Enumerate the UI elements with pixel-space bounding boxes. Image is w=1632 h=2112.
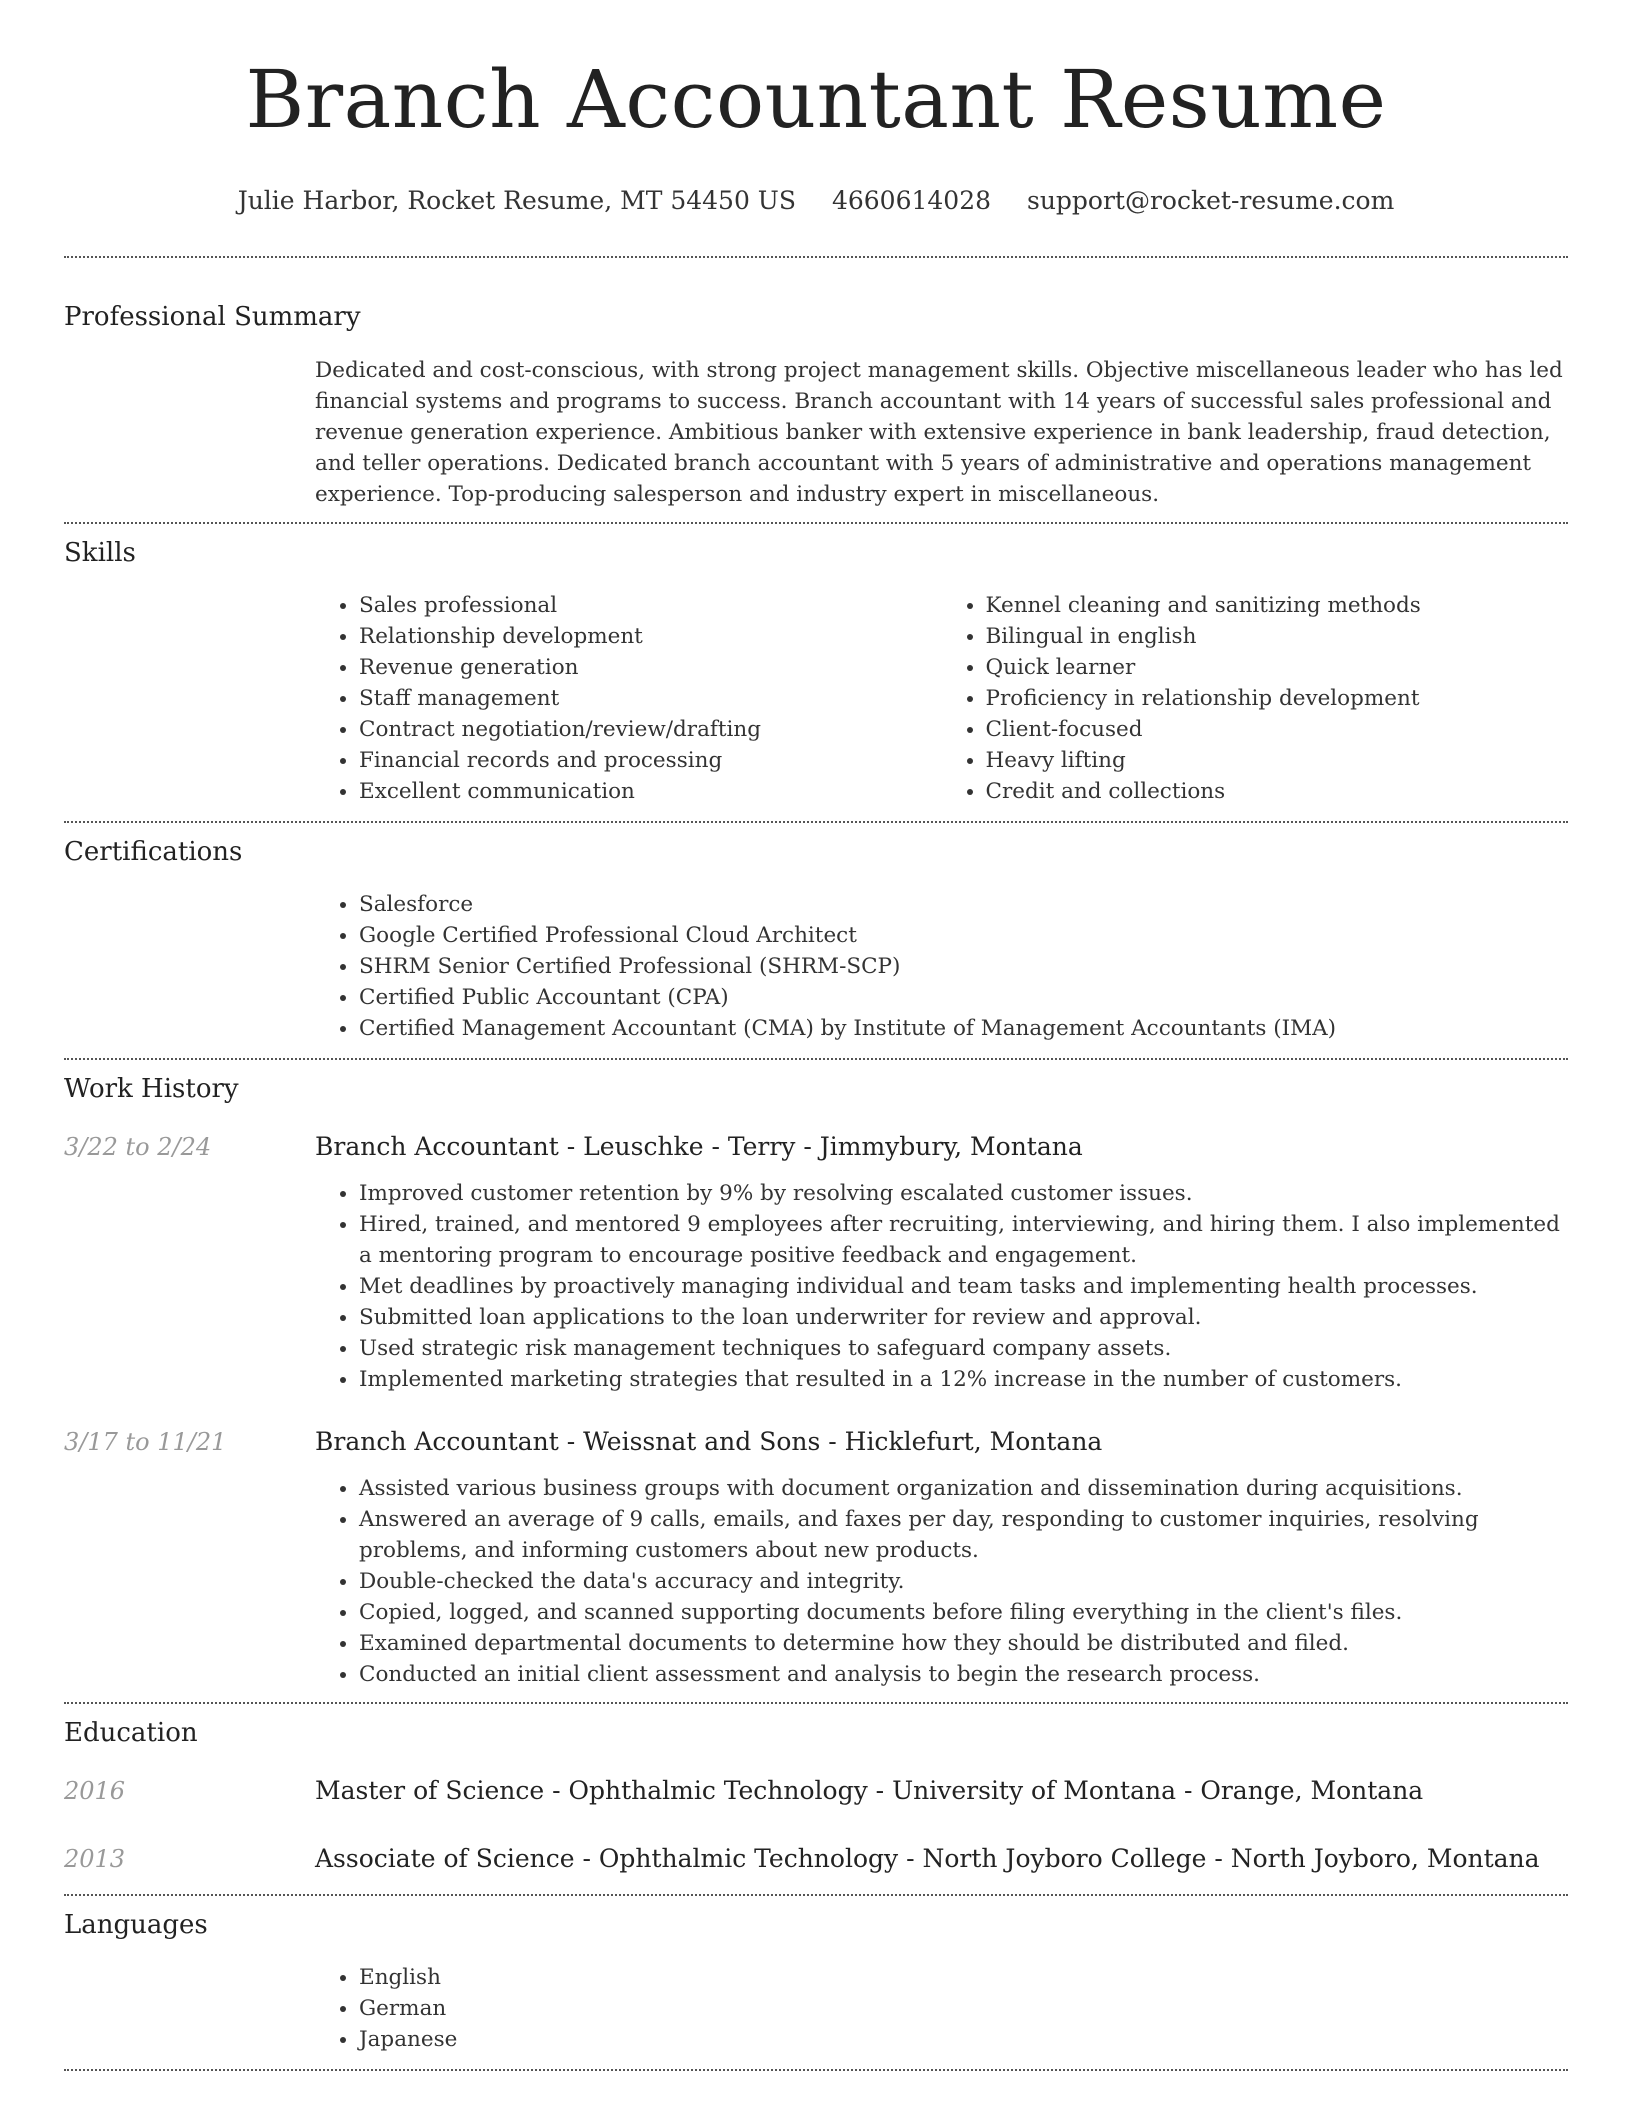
list-item: • Heavy lifting <box>986 745 1569 776</box>
list-item: • Excellent communication <box>359 776 942 807</box>
list-item: • Met deadlines by proactively managing individual and team tasks and implementing health processes. <box>359 1271 1568 1302</box>
resume-title: Branch Accountant Resume <box>245 53 1387 146</box>
job-details <box>315 1473 1568 1690</box>
list-item: • Proficiency in relationship development <box>986 683 1569 714</box>
job-details <box>315 1178 1568 1395</box>
list-item: • SHRM Senior Certified Professional (SHRM-SCP) <box>359 951 1568 982</box>
list-item: • Used strategic risk management techniques to safeguard company assets. <box>359 1333 1568 1364</box>
list-item: • Certified Management Accountant (CMA) by Institute of Management Accountants (IMA) <box>359 1013 1568 1044</box>
list-item: • Staff management <box>359 683 942 714</box>
education-entry <box>64 1774 1568 1808</box>
education-year: 2013 <box>64 1845 126 1873</box>
contact-phone: 4660614028 <box>831 186 992 215</box>
list-item: • Revenue generation <box>359 652 942 683</box>
section-heading-work-history: Work History <box>64 1074 239 1104</box>
divider <box>64 821 1568 823</box>
list-item: • Conducted an initial client assessment and analysis to begin the research process. <box>359 1659 1568 1690</box>
skills-block <box>315 590 1568 807</box>
education-entry <box>64 1842 1568 1876</box>
education-year: 2016 <box>64 1777 126 1805</box>
divider <box>64 1894 1568 1896</box>
list-item: • Credit and collections <box>986 776 1569 807</box>
section-heading-education: Education <box>64 1718 198 1748</box>
job-header <box>64 1130 1568 1164</box>
summary-text: Dedicated and cost-conscious, with strong project management skills. Objective miscellaneous leader who has led financial systems and programs to success. Branch accountant with 14 years of successful sales professional and revenue generation experience. Ambitious banker with extensive experience in bank leadership, fraud detection, and teller operations. Dedicated branch accountant with 5 years of administrative and operations management experience. Top-producing salesperson and industry expert in miscellaneous. <box>315 358 1563 507</box>
list-item: • German <box>359 1993 1568 2024</box>
job-title: Branch Accountant - Weissnat and Sons - Hicklefurt, Montana <box>315 1427 1103 1456</box>
job-header <box>64 1425 1568 1459</box>
list-item: • English <box>359 1962 1568 1993</box>
divider <box>64 1058 1568 1060</box>
education-title: Associate of Science - Ophthalmic Technology - North Joyboro College - North Joyboro, Montana <box>315 1844 1540 1873</box>
section-heading-skills: Skills <box>64 538 136 568</box>
certifications-list <box>315 889 1568 1044</box>
section-heading-summary: Professional Summary <box>64 302 361 332</box>
job-title: Branch Accountant - Leuschke - Terry - Jimmybury, Montana <box>315 1132 1083 1161</box>
job-bullets <box>315 1178 1568 1395</box>
list-item: • Quick learner <box>986 652 1569 683</box>
list-item: • Hired, trained, and mentored 9 employees after recruiting, interviewing, and hiring them. I also implemented a mentoring program to encourage positive feedback and engagement. <box>359 1209 1568 1271</box>
languages-block <box>315 1962 1568 2055</box>
languages-list <box>315 1962 1568 2055</box>
list-item: • Improved customer retention by 9% by resolving escalated customer issues. <box>359 1178 1568 1209</box>
list-item: • Relationship development <box>359 621 942 652</box>
divider <box>64 522 1568 524</box>
divider <box>64 1702 1568 1704</box>
list-item: • Implemented marketing strategies that resulted in a 12% increase in the number of customers. <box>359 1364 1568 1395</box>
skills-list-left <box>315 590 942 807</box>
list-item: • Bilingual in english <box>986 621 1569 652</box>
list-item: • Financial records and processing <box>359 745 942 776</box>
contact-address: Julie Harbor, Rocket Resume, MT 54450 US <box>237 186 797 215</box>
list-item: • Client-focused <box>986 714 1569 745</box>
job-bullets <box>315 1473 1568 1690</box>
list-item: • Submitted loan applications to the loan underwriter for review and approval. <box>359 1302 1568 1333</box>
list-item: • Google Certified Professional Cloud Architect <box>359 920 1568 951</box>
list-item: • Certified Public Accountant (CPA) <box>359 982 1568 1013</box>
education-title: Master of Science - Ophthalmic Technology - University of Montana - Orange, Montana <box>315 1776 1424 1805</box>
section-heading-certifications: Certifications <box>64 837 243 867</box>
list-item: • Answered an average of 9 calls, emails, and faxes per day, responding to customer inquiries, resolving problems, and informing customers about new products. <box>359 1504 1568 1566</box>
skills-list-right <box>942 590 1569 807</box>
list-item: • Contract negotiation/review/drafting <box>359 714 942 745</box>
summary-block <box>315 355 1568 510</box>
divider <box>64 2069 1568 2071</box>
list-item: • Salesforce <box>359 889 1568 920</box>
list-item: • Examined departmental documents to determine how they should be distributed and filed. <box>359 1628 1568 1659</box>
list-item: • Kennel cleaning and sanitizing methods <box>986 590 1569 621</box>
list-item: • Japanese <box>359 2024 1568 2055</box>
job-dates: 3/22 to 2/24 <box>64 1133 212 1161</box>
section-heading-languages: Languages <box>64 1910 208 1940</box>
list-item: • Double-checked the data's accuracy and integrity. <box>359 1566 1568 1597</box>
list-item: • Assisted various business groups with document organization and dissemination during acquisitions. <box>359 1473 1568 1504</box>
certifications-block <box>315 889 1568 1044</box>
list-item: • Copied, logged, and scanned supporting documents before filing everything in the client's files. <box>359 1597 1568 1628</box>
contact-line <box>64 184 1568 218</box>
divider <box>64 256 1568 258</box>
contact-email: support@rocket-resume.com <box>1026 186 1395 215</box>
job-dates: 3/17 to 11/21 <box>64 1428 227 1456</box>
list-item: • Sales professional <box>359 590 942 621</box>
